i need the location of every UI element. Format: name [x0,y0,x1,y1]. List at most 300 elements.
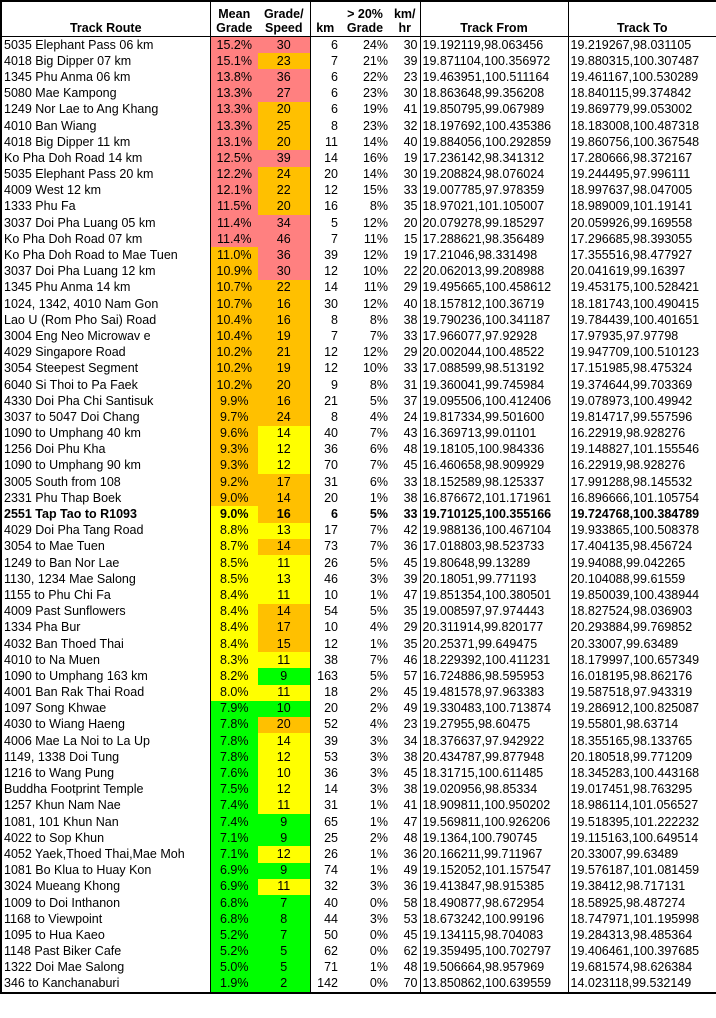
track-to-cell: 19.55801,98.63714 [570,717,679,732]
track-to-cell: 18.840115,99.374842 [570,86,692,101]
over-20-grade-cell: 12% [362,345,388,360]
kmh-cell: 36 [403,539,418,554]
table-row [1,231,716,247]
table-row [1,814,716,830]
over-20-grade-cell: 3% [369,749,388,764]
track-to-cell: 20.293884,99.769852 [570,620,693,635]
grade-speed-cell: 20 [258,377,310,393]
track-from-cell: 19.152052,101.157547 [420,863,568,879]
table-row [1,539,716,555]
grade-speed-cell: 21 [258,345,310,361]
grade-speed-cell: 20 [258,102,310,118]
grade-speed-cell: 16 [258,296,310,312]
grade-speed-cell: 5 [258,944,310,960]
route-cell: Ko Pha Doh Road to Mae Tuen [4,248,178,263]
over-20-grade-cell: 5% [369,507,388,522]
track-from-cell: 17.288621,98.356489 [420,231,568,247]
table-row [1,976,716,993]
km-cell: 5 [331,215,338,230]
route-cell: 3037 Doi Pha Luang 05 km [4,215,156,230]
km-cell: 54 [324,604,338,619]
track-from-cell: 19.18105,100.984336 [420,442,568,458]
track-to-cell: 16.896666,101.105754 [570,490,700,505]
table-row [1,296,716,312]
track-from-cell: 20.25371,99.649475 [420,636,568,652]
grade-speed-cell: 39 [258,150,310,166]
mean-grade-cell: 8.5% [210,571,258,587]
km-cell: 8 [331,409,338,424]
mean-grade-cell: 7.1% [210,830,258,846]
track-to-cell: 18.989009,101.19141 [570,199,693,214]
track-from-cell: 18.673242,100.99196 [420,911,568,927]
mean-grade-cell: 7.8% [210,717,258,733]
mean-grade-cell: 9.3% [210,458,258,474]
km-cell: 71 [324,960,338,975]
table-row [1,911,716,927]
track-to-cell: 19.115163,100.649514 [570,830,699,845]
track-to-cell: 16.018195,98.862176 [570,668,693,683]
route-cell: 1090 to Umphang 40 km [4,426,141,441]
route-cell: 1155 to Phu Chi Fa [4,587,111,602]
grade-speed-cell: 16 [258,506,310,522]
mean-grade-cell: 9.0% [210,506,258,522]
header-track-route: Track Route [1,1,210,37]
over-20-grade-cell: 16% [362,150,388,165]
table-row [1,749,716,765]
over-20-grade-cell: 22% [362,69,388,84]
table-row [1,264,716,280]
track-from-cell: 19.27955,98.60475 [420,717,568,733]
table-row [1,555,716,571]
header-mean-grade-line1: Mean [218,7,251,21]
track-to-cell: 19.947709,100.510123 [570,345,700,360]
mean-grade-cell: 12.1% [210,183,258,199]
table-row [1,523,716,539]
route-cell: 4018 Big Dipper 11 km [4,134,131,149]
track-from-cell: 18.490877,98.672954 [420,895,568,911]
header-over-20-line2: Grade [346,21,384,35]
over-20-grade-cell: 1% [369,814,388,829]
kmh-cell: 39 [403,53,418,68]
table-row [1,118,716,134]
mean-grade-cell: 7.4% [210,798,258,814]
grade-speed-cell: 24 [258,409,310,425]
route-cell: 4010 Ban Wiang [4,118,97,133]
track-from-cell: 19.463951,100.511164 [420,69,568,85]
kmh-cell: 23 [403,69,418,84]
mean-grade-cell: 9.2% [210,474,258,490]
km-cell: 31 [324,798,338,813]
over-20-grade-cell: 2% [369,830,388,845]
kmh-cell: 20 [403,215,418,230]
route-cell: 4018 Big Dipper 07 km [4,53,132,68]
mean-grade-cell: 7.8% [210,749,258,765]
track-to-cell: 20.33007,99.63489 [570,846,679,861]
grade-speed-cell: 8 [258,911,310,927]
km-cell: 26 [324,846,338,861]
table-row [1,863,716,879]
track-to-cell: 19.244495,97.996111 [570,167,691,182]
km-cell: 46 [324,571,338,586]
kmh-cell: 49 [403,701,418,716]
kmh-cell: 33 [403,507,418,522]
grade-speed-cell: 20 [258,717,310,733]
mean-grade-cell: 8.0% [210,685,258,701]
kmh-cell: 30 [403,37,418,52]
track-from-cell: 19.359495,100.702797 [420,944,568,960]
route-cell: 4330 Doi Pha Chi Santisuk [4,393,154,408]
over-20-grade-cell: 1% [369,490,388,505]
track-to-cell: 19.284313,98.485364 [570,927,693,942]
km-cell: 39 [324,248,338,263]
grade-speed-cell: 24 [258,167,310,183]
km-cell: 25 [324,830,338,845]
route-cell: 4010 to Na Muen [4,652,100,667]
kmh-cell: 48 [403,830,418,845]
grade-speed-cell: 12 [258,442,310,458]
km-cell: 30 [324,296,338,311]
mean-grade-cell: 10.2% [210,361,258,377]
kmh-cell: 40 [403,134,418,149]
km-cell: 9 [331,377,338,392]
km-cell: 65 [324,814,338,829]
grade-speed-cell: 10 [258,701,310,717]
track-from-cell: 19.481578,97.963383 [420,685,568,701]
route-cell: 3037 to 5047 Doi Chang [4,409,140,424]
table-row [1,247,716,263]
kmh-cell: 33 [403,183,418,198]
mean-grade-cell: 15.1% [210,53,258,69]
track-to-cell: 18.997637,98.047005 [570,183,693,198]
kmh-cell: 19 [403,248,418,263]
over-20-grade-cell: 14% [362,134,388,149]
track-to-cell: 17.280666,98.372167 [570,150,693,165]
track-to-cell: 18.355165,98.133765 [570,733,693,748]
over-20-grade-cell: 3% [369,911,388,926]
track-to-cell: 19.219267,98.031105 [570,37,692,52]
table-row [1,377,716,393]
track-from-cell: 19.569811,100.926206 [420,814,568,830]
km-cell: 21 [324,393,338,408]
header-mean-grade [210,1,258,37]
table-row [1,846,716,862]
over-20-grade-cell: 8% [369,199,388,214]
route-cell: 4029 Singapore Road [4,345,126,360]
over-20-grade-cell: 14% [362,167,388,182]
over-20-grade-cell: 1% [369,636,388,651]
track-from-cell: 16.460658,98.909929 [420,458,568,474]
kmh-cell: 47 [403,814,418,829]
route-cell: 1256 Doi Phu Kha [4,442,106,457]
track-to-cell: 19.814717,99.557596 [570,409,693,424]
grade-speed-cell: 23 [258,53,310,69]
km-cell: 7 [331,328,338,343]
over-20-grade-cell: 4% [369,717,388,732]
route-cell: Lao U (Rom Pho Sai) Road [4,312,157,327]
header-km: km [310,1,340,37]
track-from-cell: 20.434787,99.877948 [420,749,568,765]
mean-grade-cell: 13.3% [210,86,258,102]
mean-grade-cell: 11.4% [210,215,258,231]
mean-grade-cell: 5.2% [210,944,258,960]
track-to-cell: 19.869779,99.053002 [570,102,693,117]
kmh-cell: 19 [403,150,418,165]
table-row [1,37,716,54]
track-to-cell: 19.880315,100.307487 [570,53,700,68]
mean-grade-cell: 8.7% [210,539,258,555]
grade-speed-cell: 5 [258,960,310,976]
track-from-cell: 16.876672,101.171961 [420,490,568,506]
route-cell: 1168 to Viewpoint [4,911,103,926]
table-row [1,150,716,166]
km-cell: 6 [331,86,338,101]
kmh-cell: 22 [403,264,418,279]
grade-speed-cell: 7 [258,927,310,943]
mean-grade-cell: 7.9% [210,701,258,717]
track-to-cell: 20.041619,99.16397 [570,264,686,279]
kmh-cell: 53 [403,911,418,926]
grade-speed-cell: 16 [258,312,310,328]
km-cell: 53 [324,749,338,764]
table-row [1,782,716,798]
table-row [1,701,716,717]
km-cell: 39 [324,733,338,748]
km-cell: 44 [324,911,338,926]
table-row [1,765,716,781]
route-cell: 2331 Phu Thap Boek [4,490,122,505]
track-to-cell: 19.453175,100.528421 [570,280,700,295]
grade-speed-cell: 30 [258,264,310,280]
grade-speed-cell: 14 [258,426,310,442]
kmh-cell: 37 [403,393,418,408]
track-to-cell: 18.179997,100.657349 [570,652,700,667]
header-kmh [390,1,420,37]
over-20-grade-cell: 12% [362,296,388,311]
km-cell: 26 [324,555,338,570]
grade-speed-cell: 34 [258,215,310,231]
km-cell: 17 [324,523,338,538]
route-cell: Ko Pha Doh Road 14 km [4,150,143,165]
grade-speed-cell: 14 [258,733,310,749]
route-cell: 1095 to Hua Kaeo [4,927,105,942]
km-cell: 12 [324,264,338,279]
mean-grade-cell: 9.6% [210,426,258,442]
grade-speed-cell: 7 [258,895,310,911]
track-from-cell: 13.850862,100.639559 [420,976,568,993]
km-cell: 52 [324,717,338,732]
route-cell: 1009 to Doi Inthanon [4,895,121,910]
over-20-grade-cell: 1% [369,846,388,861]
track-from-cell: 19.330483,100.713874 [420,701,568,717]
kmh-cell: 29 [403,345,418,360]
kmh-cell: 30 [403,86,418,101]
route-cell: 1345 Phu Anma 14 km [4,280,131,295]
grade-speed-cell: 11 [258,587,310,603]
grade-speed-cell: 19 [258,328,310,344]
over-20-grade-cell: 7% [369,426,388,441]
grade-speed-cell: 36 [258,69,310,85]
table-row [1,361,716,377]
mean-grade-cell: 10.7% [210,296,258,312]
table-row [1,312,716,328]
km-cell: 20 [324,701,338,716]
mean-grade-cell: 9.7% [210,409,258,425]
grade-speed-cell: 25 [258,118,310,134]
mean-grade-cell: 5.0% [210,960,258,976]
track-to-cell: 19.724768,100.384789 [570,507,700,522]
over-20-grade-cell: 12% [362,215,388,230]
mean-grade-cell: 9.9% [210,393,258,409]
km-cell: 12 [324,636,338,651]
kmh-cell: 33 [403,328,418,343]
route-cell: 1024, 1342, 4010 Nam Gon [4,296,159,311]
track-to-cell: 18.827524,98.036903 [570,604,693,619]
route-cell: 1345 Phu Anma 06 km [4,69,131,84]
route-cell: 4009 West 12 km [4,183,102,198]
header-over-20-grade [340,1,390,37]
grade-speed-cell: 11 [258,798,310,814]
km-cell: 6 [331,37,338,52]
route-cell: 1249 Nor Lae to Ang Khang [4,102,159,117]
track-from-cell: 19.020956,98.85334 [420,782,568,798]
route-cell: 2551 Tap Tao to R1093 [4,507,137,522]
grade-speed-cell: 20 [258,199,310,215]
grade-speed-cell: 9 [258,668,310,684]
km-cell: 40 [324,895,338,910]
route-cell: 1097 Song Khwae [4,701,107,716]
route-cell: 1249 to Ban Nor Lae [4,555,120,570]
kmh-cell: 42 [403,523,418,538]
km-cell: 14 [324,150,338,165]
mean-grade-cell: 13.3% [210,102,258,118]
table-row [1,587,716,603]
route-cell: 5080 Mae Kampong [4,86,117,101]
mean-grade-cell: 10.7% [210,280,258,296]
km-cell: 142 [317,976,338,991]
over-20-grade-cell: 5% [369,604,388,619]
table-row [1,409,716,425]
grade-speed-cell: 14 [258,539,310,555]
track-from-cell: 19.80648,99.13289 [420,555,568,571]
kmh-cell: 24 [403,409,418,424]
track-from-cell: 18.197692,100.435386 [420,118,568,134]
over-20-grade-cell: 3% [369,766,388,781]
km-cell: 32 [324,879,338,894]
km-cell: 18 [324,685,338,700]
grade-speed-cell: 13 [258,571,310,587]
kmh-cell: 36 [403,879,418,894]
track-from-cell: 19.008597,97.974443 [420,604,568,620]
header-mean-grade-line2: Grade [216,21,253,35]
over-20-grade-cell: 3% [369,782,388,797]
kmh-cell: 38 [403,782,418,797]
track-to-cell: 19.374644,99.703369 [570,377,693,392]
kmh-cell: 33 [403,474,418,489]
route-cell: 5035 Elephant Pass 06 km [4,37,154,52]
route-cell: 1081 Bo Klua to Huay Kon [4,863,152,878]
km-cell: 70 [324,458,338,473]
track-to-cell: 19.850039,100.438944 [570,587,700,602]
km-cell: 7 [331,231,338,246]
route-cell: 4006 Mae La Noi to La Up [4,733,150,748]
grade-speed-cell: 30 [258,37,310,54]
kmh-cell: 33 [403,361,418,376]
route-cell: 3054 to Mae Tuen [4,539,105,554]
kmh-cell: 45 [403,458,418,473]
kmh-cell: 46 [403,652,418,667]
track-from-cell: 16.724886,98.595953 [420,668,568,684]
kmh-cell: 43 [403,426,418,441]
track-to-cell: 17.404135,98.456724 [570,539,693,554]
track-from-cell: 19.134115,98.704083 [420,927,568,943]
header-grade-speed-line1: Grade/ [263,7,304,21]
over-20-grade-cell: 7% [369,539,388,554]
kmh-cell: 40 [403,296,418,311]
route-cell: 4032 Ban Thoed Thai [4,636,124,651]
track-from-cell: 18.157812,100.36719 [420,296,568,312]
kmh-cell: 38 [403,490,418,505]
grade-speed-cell: 22 [258,280,310,296]
mean-grade-cell: 6.8% [210,911,258,927]
track-from-cell: 17.018803,98.523733 [420,539,568,555]
mean-grade-cell: 11.5% [210,199,258,215]
mean-grade-cell: 1.9% [210,976,258,993]
over-20-grade-cell: 8% [369,377,388,392]
track-from-cell: 19.495665,100.458612 [420,280,568,296]
kmh-cell: 45 [403,685,418,700]
over-20-grade-cell: 3% [369,879,388,894]
mean-grade-cell: 8.4% [210,620,258,636]
mean-grade-cell: 10.4% [210,328,258,344]
mean-grade-cell: 9.3% [210,442,258,458]
km-cell: 14 [324,782,338,797]
grade-speed-cell: 19 [258,361,310,377]
km-cell: 38 [324,652,338,667]
track-from-cell: 18.863648,99.356208 [420,86,568,102]
over-20-grade-cell: 15% [362,183,388,198]
route-cell: 4030 to Wiang Haeng [4,717,125,732]
table-row [1,830,716,846]
route-cell: 1148 Past Biker Cafe [4,944,122,959]
table-row [1,69,716,85]
route-cell: 1149, 1338 Doi Tung [4,749,120,764]
over-20-grade-cell: 19% [362,102,388,117]
track-from-cell: 19.884056,100.292859 [420,134,568,150]
table-row [1,668,716,684]
table-row [1,652,716,668]
kmh-cell: 62 [403,944,418,959]
over-20-grade-cell: 0% [369,895,388,910]
grade-speed-cell: 17 [258,474,310,490]
over-20-grade-cell: 7% [369,458,388,473]
grade-speed-cell: 11 [258,652,310,668]
track-to-cell: 17.151985,98.475324 [570,361,693,376]
track-to-cell: 19.518395,101.222232 [570,814,700,829]
route-cell: 346 to Kanchanaburi [4,976,120,991]
track-from-cell: 20.18051,99.771193 [420,571,568,587]
grade-speed-cell: 12 [258,846,310,862]
mean-grade-cell: 6.9% [210,863,258,879]
track-from-cell: 19.790236,100.341187 [420,312,568,328]
mean-grade-cell: 9.0% [210,490,258,506]
mean-grade-cell: 15.2% [210,37,258,54]
over-20-grade-cell: 23% [362,86,388,101]
table-row [1,685,716,701]
table-row [1,474,716,490]
grade-speed-cell: 11 [258,555,310,571]
table-row [1,53,716,69]
track-from-cell: 18.31715,100.611485 [420,765,568,781]
